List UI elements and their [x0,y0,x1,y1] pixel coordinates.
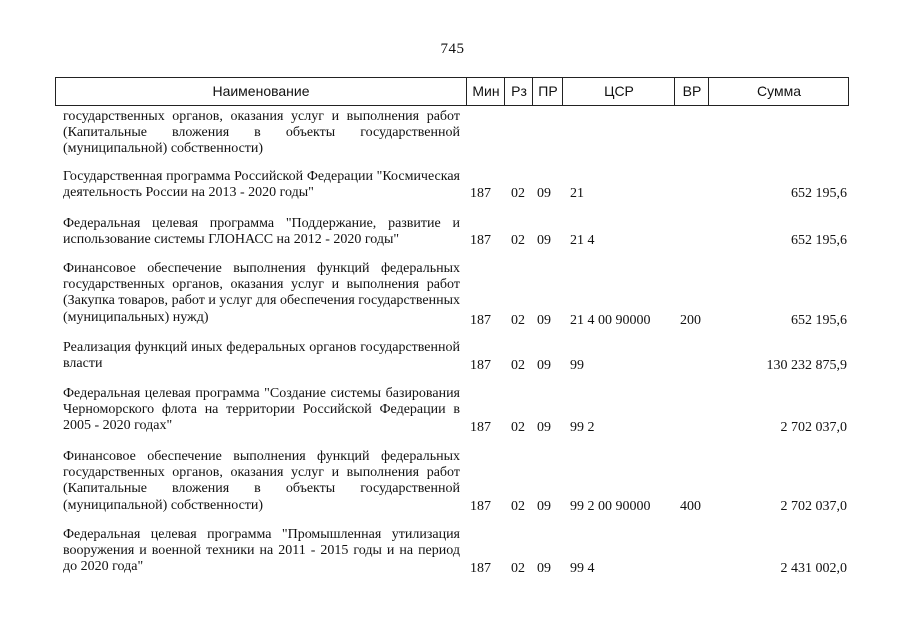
row-rz: 02 [511,233,525,248]
row-rz: 02 [511,186,525,201]
row-sum: 2 702 037,0 [780,499,847,514]
row-pr: 09 [537,186,551,201]
row-name: Государственная программа Российской Федерации "Космическая деятельность России на 2013 - 2020 годы" [63,169,460,201]
row-pr: 09 [537,233,551,248]
header-pr: ПР [532,78,563,105]
row-min: 187 [470,561,491,576]
row-csr: 99 2 00 90000 [570,499,651,514]
row-pr: 09 [537,420,551,435]
header-sum: Сумма [708,78,849,105]
row-sum: 652 195,6 [791,313,847,328]
row-sum: 652 195,6 [791,186,847,201]
row-min: 187 [470,186,491,201]
row-sum: 130 232 875,9 [766,358,847,373]
row-name: Федеральная целевая программа "Поддержание, развитие и использование системы ГЛОНАСС на 2012 - 2020 годы" [63,216,460,248]
row-rz: 02 [511,499,525,514]
row-csr: 21 4 [570,233,595,248]
row-sum: 652 195,6 [791,233,847,248]
row-min: 187 [470,499,491,514]
row-min: 187 [470,358,491,373]
row-rz: 02 [511,561,525,576]
row-pr: 09 [537,358,551,373]
row-name: Финансовое обеспечение выполнения функций федеральных государственных органов, оказания услуг и выполнения работ (Закупка товаров, работ и услуг для обеспечения государственных (муниципальных) нужд) [63,261,460,325]
row-pr: 09 [537,313,551,328]
row-vr: 400 [680,499,701,514]
page-number: 745 [440,41,465,57]
header-name: Наименование [212,83,310,99]
row-min: 187 [470,233,491,248]
row-csr: 99 2 [570,420,595,435]
header-rz: Рз [504,78,533,105]
row-csr: 99 4 [570,561,595,576]
row-rz: 02 [511,313,525,328]
row-csr: 21 4 00 90000 [570,313,651,328]
row-csr: 21 [570,186,584,201]
row-pr: 09 [537,499,551,514]
header-csr: ЦСР [562,78,675,105]
header-vr: ВР [674,78,709,105]
row-pr: 09 [537,561,551,576]
row-rz: 02 [511,358,525,373]
row-csr: 99 [570,358,584,373]
row-min: 187 [470,313,491,328]
row-rz: 02 [511,420,525,435]
row-name: Финансовое обеспечение выполнения функций федеральных государственных органов, оказания услуг и выполнения работ (Капитальные вложения в объекты государственной (муниципальной) собственности) [63,449,460,513]
row-sum: 2 702 037,0 [780,420,847,435]
row-sum: 2 431 002,0 [780,561,847,576]
row-name: Федеральная целевая программа "Создание системы базирования Черноморского флота на территории Российской Федерации в 2005 - 2020 годах" [63,386,460,434]
row-name: Реализация функций иных федеральных органов государственной власти [63,340,460,372]
row-name: государственных органов, оказания услуг и выполнения работ (Капитальные вложения в объекты государственной (муниципальной) собственности) [63,109,460,157]
table-header [55,77,849,106]
header-min: Мин [466,78,505,105]
row-name: Федеральная целевая программа "Промышленная утилизация вооружения и военной техники на 2011 - 2015 годы и на период до 2020 года" [63,527,460,575]
row-vr: 200 [680,313,701,328]
row-min: 187 [470,420,491,435]
